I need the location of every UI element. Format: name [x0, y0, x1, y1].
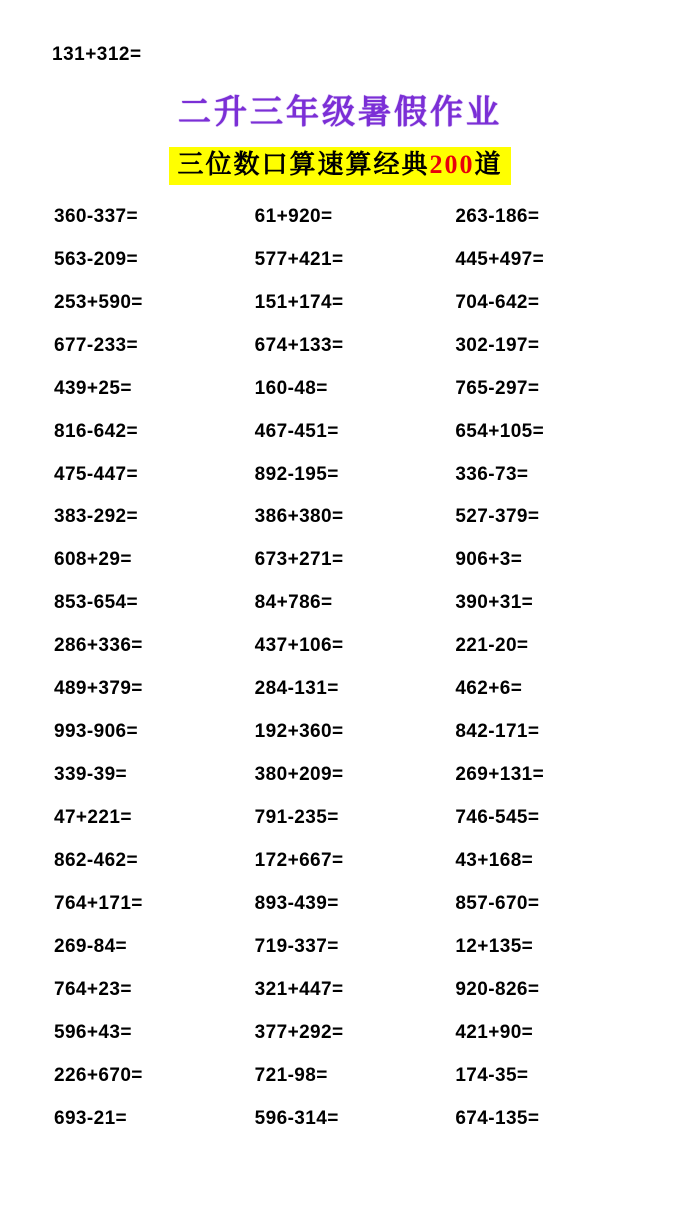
- problem-item: 174-35=: [455, 1064, 529, 1086]
- problem-item: 677-233=: [54, 334, 139, 356]
- problem-item: 893-439=: [254, 892, 339, 914]
- problem-item: 467-451=: [254, 420, 339, 442]
- problem-item: 263-186=: [455, 205, 540, 227]
- problem-item: 286+336=: [54, 635, 143, 657]
- problem-item: 862-462=: [54, 849, 139, 871]
- problem-item: 339-39=: [54, 764, 128, 786]
- subtitle-container: [0, 147, 680, 185]
- problem-item: 226+670=: [54, 1064, 143, 1086]
- page-title: 二升三年级暑假作业: [178, 95, 502, 131]
- subtitle-count: 200: [429, 150, 475, 179]
- problem-item: 489+379=: [54, 678, 143, 700]
- problem-item: 386+380=: [254, 506, 344, 528]
- problem-item: 221-20=: [455, 635, 529, 657]
- subtitle-text-right: 道: [474, 150, 503, 179]
- problem-item: 302-197=: [455, 334, 540, 356]
- problem-item: 160-48=: [254, 377, 328, 399]
- problem-item: 61+920=: [254, 205, 333, 227]
- problem-item: 993-906=: [54, 721, 139, 743]
- problem-item: 764+23=: [54, 978, 132, 1000]
- problem-item: 390+31=: [455, 592, 534, 614]
- problem-item: 336-73=: [455, 463, 529, 485]
- problem-item: 608+29=: [54, 549, 132, 571]
- problem-item: 269-84=: [54, 935, 128, 957]
- problem-item: 192+360=: [254, 721, 344, 743]
- problem-item: 577+421=: [254, 248, 344, 270]
- top-problem: 131+312=: [52, 44, 142, 65]
- problem-item: 853-654=: [54, 592, 139, 614]
- problem-item: 906+3=: [455, 549, 523, 571]
- problem-item: 654+105=: [455, 420, 545, 442]
- problem-item: 674-135=: [455, 1107, 540, 1129]
- problem-item: 437+106=: [254, 635, 344, 657]
- problem-item: 377+292=: [254, 1021, 344, 1043]
- problem-item: 47+221=: [54, 807, 132, 829]
- subtitle-banner: [169, 147, 510, 185]
- problem-item: 253+590=: [54, 291, 143, 313]
- problem-item: 892-195=: [254, 463, 339, 485]
- problem-item: 764+171=: [54, 892, 143, 914]
- problem-item: 816-642=: [54, 420, 139, 442]
- problem-item: 269+131=: [455, 764, 545, 786]
- column-2: [249, 207, 450, 1129]
- column-1: [40, 207, 249, 1129]
- problem-item: 12+135=: [455, 935, 534, 957]
- problem-item: 380+209=: [254, 764, 344, 786]
- problem-item: 172+667=: [254, 849, 344, 871]
- subtitle-text-left: 三位数口算速算经典: [177, 150, 430, 179]
- problem-item: 445+497=: [455, 248, 545, 270]
- column-3: [449, 207, 650, 1129]
- problem-item: 704-642=: [455, 291, 540, 313]
- problem-item: 462+6=: [455, 678, 523, 700]
- problem-item: 596-314=: [254, 1107, 339, 1129]
- problem-item: 321+447=: [254, 978, 344, 1000]
- problem-item: 765-297=: [455, 377, 540, 399]
- problem-item: 563-209=: [54, 248, 139, 270]
- problem-item: 674+133=: [254, 334, 344, 356]
- problem-item: 596+43=: [54, 1021, 132, 1043]
- problem-item: 857-670=: [455, 892, 540, 914]
- problem-item: 693-21=: [54, 1107, 128, 1129]
- problem-item: 920-826=: [455, 978, 540, 1000]
- problem-item: 84+786=: [254, 592, 333, 614]
- problem-item: 791-235=: [254, 807, 339, 829]
- problem-item: 719-337=: [254, 935, 339, 957]
- problem-item: 43+168=: [455, 849, 534, 871]
- problem-columns: [0, 207, 680, 1129]
- problem-item: 842-171=: [455, 721, 540, 743]
- problem-item: 439+25=: [54, 377, 132, 399]
- problem-item: 151+174=: [254, 291, 344, 313]
- problem-item: 383-292=: [54, 506, 139, 528]
- problem-item: 284-131=: [254, 678, 339, 700]
- problem-item: 746-545=: [455, 807, 540, 829]
- problem-item: 421+90=: [455, 1021, 534, 1043]
- problem-item: 527-379=: [455, 506, 540, 528]
- problem-item: 475-447=: [54, 463, 139, 485]
- problem-item: 721-98=: [254, 1064, 328, 1086]
- problem-item: 360-337=: [54, 205, 139, 227]
- problem-item: 673+271=: [254, 549, 344, 571]
